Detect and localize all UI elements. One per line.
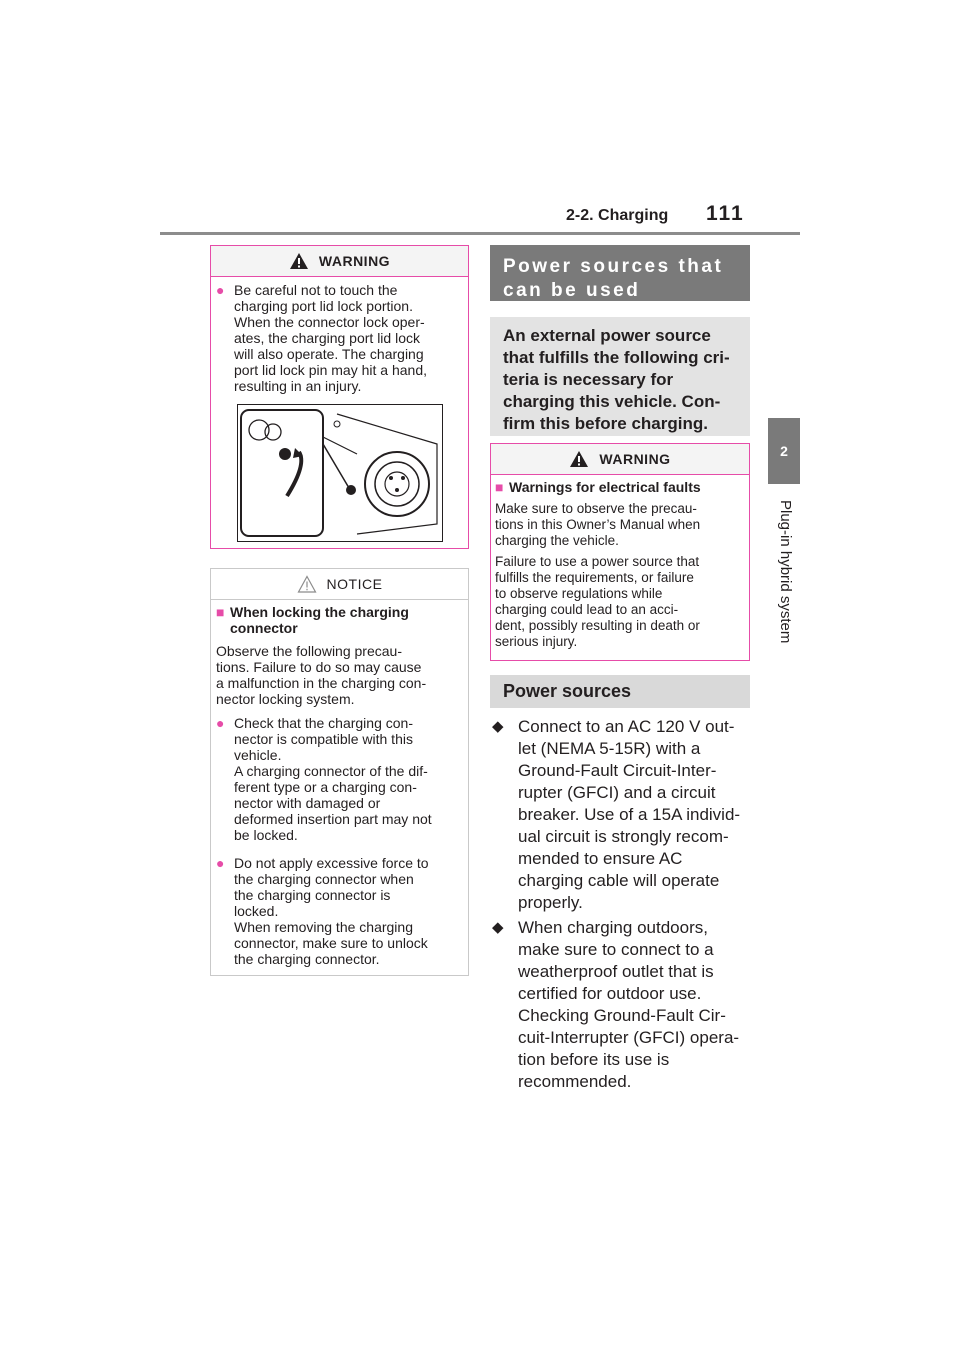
chapter-label: Plug-in hybrid system bbox=[777, 500, 794, 644]
power-source-bullet bbox=[492, 716, 752, 914]
warning-box bbox=[490, 443, 750, 661]
notice-bullet-text: Do not apply excessive force to the charging connector when the charging connector is locked. When removing the charging connector, make sure to unlock the charging connector. bbox=[234, 855, 429, 967]
diamond-bullet-icon: ◆ bbox=[492, 718, 504, 735]
bullet-dot-icon: ● bbox=[216, 282, 225, 298]
warning-header bbox=[491, 444, 749, 475]
power-source-text: When charging outdoors, make sure to connect to a weatherproof outlet that is certified for outdoor use. Checking Ground-Fault Cir- cuit-Interrupter (GFCI) opera- tion before its use is recommended. bbox=[518, 918, 740, 1091]
notice-box bbox=[210, 568, 469, 976]
diamond-bullet-icon: ◆ bbox=[492, 919, 504, 936]
header-rule bbox=[160, 232, 800, 235]
notice-bullet bbox=[216, 715, 466, 843]
notice-subheading: When locking the charging connector bbox=[230, 604, 409, 636]
notice-title: NOTICE bbox=[326, 576, 383, 592]
notice-bullet bbox=[216, 855, 466, 967]
section-title: 2-2. Charging bbox=[566, 207, 669, 224]
warning-title: WARNING bbox=[318, 253, 391, 269]
warning-triangle-icon bbox=[289, 252, 309, 270]
square-bullet-icon: ■ bbox=[495, 479, 504, 495]
warning-title: WARNING bbox=[599, 451, 671, 467]
power-source-bullet bbox=[492, 917, 752, 1093]
page-number: 111 bbox=[706, 202, 745, 225]
section-heading: Power sources that can be used bbox=[490, 245, 750, 301]
warning-triangle-icon bbox=[569, 450, 589, 468]
warning-subheading: Warnings for electrical faults bbox=[509, 479, 701, 495]
charging-port-illustration bbox=[237, 404, 443, 542]
power-sources-heading: Power sources bbox=[490, 675, 750, 708]
warning-box bbox=[210, 245, 469, 549]
notice-subheading-row bbox=[216, 604, 466, 636]
warning-text: Be careful not to touch the charging port lid lock portion. When the connector lock oper- ates, the charging port lid lock will also operate. The charging port lid lock pin may hit a hand, resulting in an injury. bbox=[234, 282, 427, 394]
notice-header bbox=[211, 569, 468, 600]
warning-header bbox=[211, 246, 468, 277]
power-source-text: Connect to an AC 120 V out- let (NEMA 5-15R) with a Ground-Fault Circuit-Inter- rupter (GFCI) and a circuit breaker. Use of a 15A individ- ual circuit is strongly recom- mended to ensure AC charging cable will operate properly. bbox=[518, 717, 741, 912]
notice-bullet-text: Check that the charging con- nector is compatible with this vehicle. A charging connector of the dif- ferent type or a charging con- nector with damaged or deformed insertion part may not be locked. bbox=[234, 715, 432, 843]
caution-triangle-icon bbox=[297, 575, 317, 593]
warning-paragraph: Make sure to observe the precau- tions in this Owner’s Manual when charging the vehicle. bbox=[495, 501, 701, 548]
chapter-tab: 2 bbox=[768, 418, 800, 484]
square-bullet-icon: ■ bbox=[216, 604, 225, 620]
bullet-dot-icon: ● bbox=[216, 715, 225, 731]
warning-subheading-row bbox=[495, 479, 745, 495]
warning-paragraph: Failure to use a power source that fulfills the requirements, or failure to observe regulations while charging could lead to an acci- dent, possibly resulting in death or serious injury. bbox=[495, 554, 700, 649]
bullet-dot-icon: ● bbox=[216, 855, 225, 871]
notice-intro: Observe the following precau- tions. Failure to do so may cause a malfunction in the charging con- nector locking system. bbox=[216, 643, 427, 707]
intro-heading: An external power source that fulfills the following cri- teria is necessary for charging this vehicle. Con- firm this before charging. bbox=[490, 317, 750, 436]
warning-bullet bbox=[216, 282, 466, 394]
